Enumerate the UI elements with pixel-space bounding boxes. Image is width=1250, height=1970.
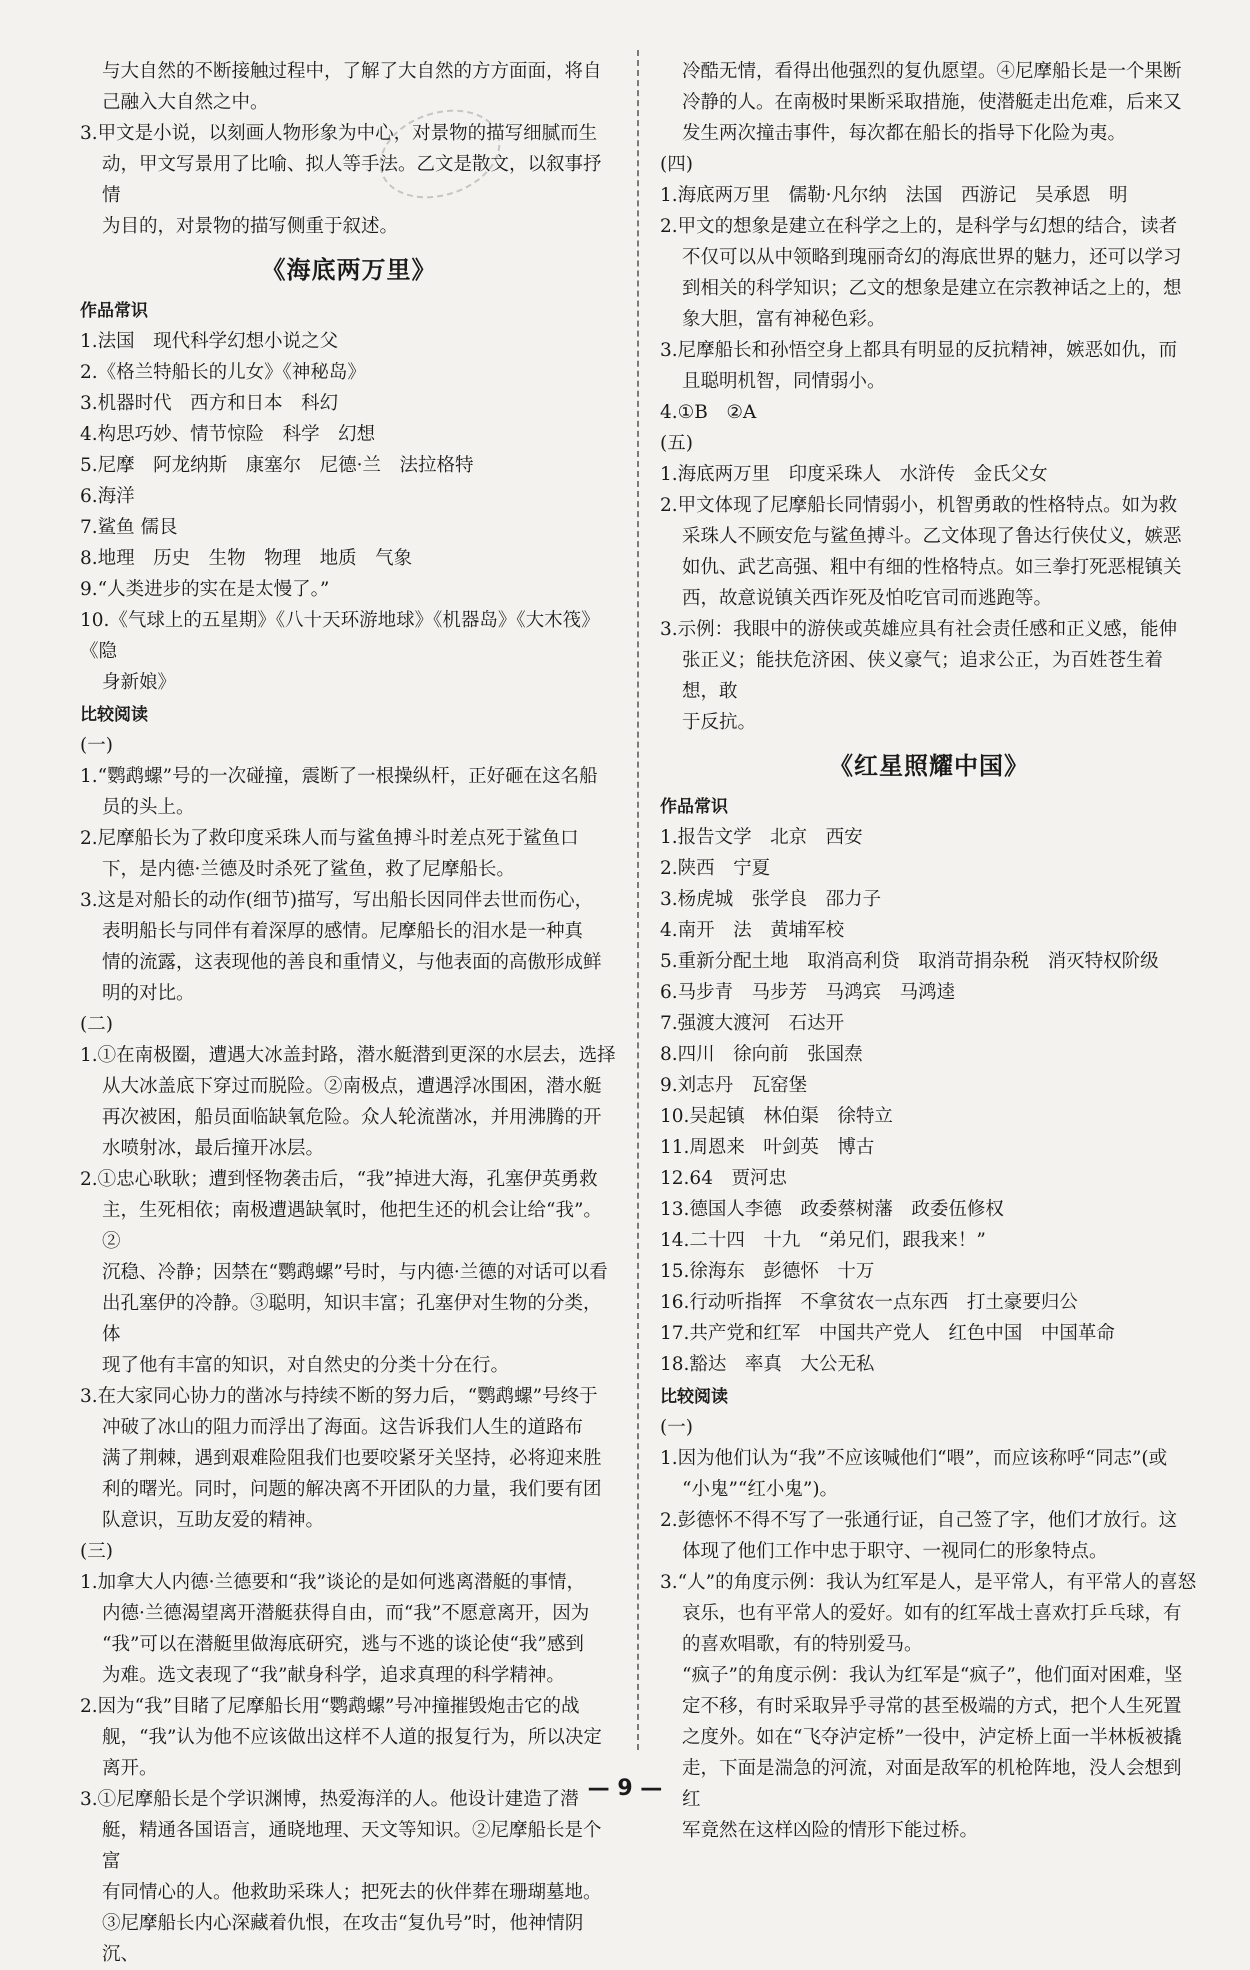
answer-line: 3.尼摩船长和孙悟空身上都具有明显的反抗精神，嫉恶如仇，而 <box>660 340 1178 361</box>
answer-line: 11.周恩来 叶剑英 博古 <box>660 1137 875 1158</box>
answer-line: 与大自然的不断接触过程中，了解了大自然的方方面面，将自 <box>102 61 602 82</box>
answer-line: 满了荆棘，遇到艰难险阻我们也要咬紧牙关坚持，必将迎来胜 <box>102 1448 602 1469</box>
answer-line: 情的流露，这表现他的善良和重情义，与他表面的高傲形成鲜 <box>102 952 602 973</box>
answer-line: 张正义；能扶危济困、侠义豪气；追求公正，为百姓苍生着想，敢 <box>682 650 1164 702</box>
answer-line: ③尼摩船长内心深藏着仇恨，在攻击“复仇号”时，他神情阴沉、 <box>102 1913 584 1965</box>
answer-line: 1.①在南极圈，遭遇大冰盖封路，潜水艇潜到更深的水层去，选择 <box>80 1045 616 1066</box>
answer-line: 下，是内德·兰德及时杀死了鲨鱼，救了尼摩船长。 <box>102 859 515 880</box>
answer-line: 沉稳、冷静；因禁在“鹦鹉螺”号时，与内德·兰德的对话可以看 <box>102 1262 608 1283</box>
answer-line: 出孔塞伊的冷静。③聪明，知识丰富；孔塞伊对生物的分类，体 <box>102 1293 602 1345</box>
answer-line: 动，甲文写景用了比喻、拟人等手法。乙文是散文，以叙事抒情 <box>102 154 602 206</box>
answer-line: 采珠人不顾安危与鲨鱼搏斗。乙文体现了鲁达行侠仗义，嫉恶 <box>682 526 1182 547</box>
answer-line: 内德·兰德渴望离开潜艇获得自由，而“我”不愿意离开，因为 <box>102 1603 590 1624</box>
answer-line: 冷静的人。在南极时果断采取措施，使潜艇走出危难，后来又 <box>682 92 1182 113</box>
answer-line: 3.“人”的角度示例：我认为红军是人，是平常人，有平常人的喜怒 <box>660 1572 1197 1593</box>
answer-line: 12.64 贾河忠 <box>660 1168 787 1189</box>
answer-line: 9.刘志丹 瓦窑堡 <box>660 1075 808 1096</box>
answer-line: 3.机器时代 西方和日本 科幻 <box>80 393 339 414</box>
answer-line: 走，下面是湍急的河流，对面是敌军的机枪阵地，没人会想到红 <box>682 1758 1182 1810</box>
answer-line: 2.甲文体现了尼摩船长同情弱小，机智勇敢的性格特点。如为救 <box>660 495 1178 516</box>
book-title: 《红星照耀中国》 <box>829 751 1029 780</box>
answer-line: 艇，精通各国语言，通晓地理、天文等知识。②尼摩船长是个富 <box>102 1820 602 1872</box>
answer-line: 有同情心的人。他救助采珠人；把死去的伙伴葬在珊瑚墓地。 <box>102 1882 602 1903</box>
answer-line: 离开。 <box>102 1758 158 1779</box>
answer-line: 18.豁达 率真 大公无私 <box>660 1354 875 1375</box>
answer-line: 2.尼摩船长为了救印度采珠人而与鲨鱼搏斗时差点死于鲨鱼口 <box>80 828 579 849</box>
answer-line: 15.徐海东 彭德怀 十万 <box>660 1261 875 1282</box>
answer-line: 2.①忠心耿耿；遭到怪物袭击后，“我”掉进大海，孔塞伊英勇救 <box>80 1169 598 1190</box>
section-heading: 比较阅读 <box>660 1387 728 1407</box>
answer-line: 如仇、武艺高强、粗中有细的性格特点。如三拳打死恶棍镇关 <box>682 557 1182 578</box>
answer-line: 2.彭德怀不得不写了一张通行证，自己签了字，他们才放行。这 <box>660 1510 1178 1531</box>
answer-line: 6.马步青 马步芳 马鸿宾 马鸿逵 <box>660 982 956 1003</box>
answer-line: 发生两次撞击事件，每次都在船长的指导下化险为夷。 <box>682 123 1127 144</box>
answer-line: 6.海洋 <box>80 486 135 507</box>
answer-line: 为难。选文表现了“我”献身科学，追求真理的科学精神。 <box>102 1665 565 1686</box>
answer-line: 4.南开 法 黄埔军校 <box>660 920 845 941</box>
answer-line: 7.强渡大渡河 石达开 <box>660 1013 845 1034</box>
answer-line: 14.二十四 十九 “弟兄们，跟我来！” <box>660 1230 986 1251</box>
section-heading: 作品常识 <box>660 797 728 817</box>
answer-line: 7.鲨鱼 儒艮 <box>80 517 178 538</box>
page-number: — 9 — <box>587 1776 663 1801</box>
answer-line: 定不移，有时采取异乎寻常的甚至极端的方式，把个人生死置 <box>682 1696 1182 1717</box>
subsection-label: (五) <box>660 433 693 454</box>
answer-line: 3.杨虎城 张学良 邵力子 <box>660 889 882 910</box>
answer-line: 17.共产党和红军 中国共产党人 红色中国 中国革命 <box>660 1323 1115 1344</box>
answer-line: 1.因为他们认为“我”不应该喊他们“喂”，而应该称呼“同志”(或 <box>660 1448 1168 1469</box>
answer-line: 体现了他们工作中忠于职守、一视同仁的形象特点。 <box>682 1541 1108 1562</box>
answer-line: 2.陕西 宁夏 <box>660 858 771 879</box>
answer-line: 不仅可以从中领略到瑰丽奇幻的海底世界的魅力，还可以学习 <box>682 247 1182 268</box>
subsection-label: (一) <box>80 735 113 756</box>
answer-line: “疯子”的角度示例：我认为红军是“疯子”，他们面对困难，坚 <box>682 1665 1183 1686</box>
answer-line: 2.甲文的想象是建立在科学之上的，是科学与幻想的结合，读者 <box>660 216 1178 237</box>
answer-line: 从大冰盖底下穿过而脱险。②南极点，遭遇浮冰围困，潜水艇 <box>102 1076 602 1097</box>
answer-line: 10.吴起镇 林伯渠 徐特立 <box>660 1106 893 1127</box>
answer-line: 1.海底两万里 儒勒·凡尔纳 法国 西游记 吴承恩 明 <box>660 185 1128 206</box>
answer-line: 3.甲文是小说，以刻画人物形象为中心，对景物的描写细腻而生 <box>80 123 598 144</box>
answer-line: 现了他有丰富的知识，对自然史的分类十分在行。 <box>102 1355 510 1376</box>
answer-line: 象大胆，富有神秘色彩。 <box>682 309 886 330</box>
right-column <box>660 56 1198 1846</box>
answer-line: 5.尼摩 阿龙纳斯 康塞尔 尼德·兰 法拉格特 <box>80 455 474 476</box>
column-divider <box>637 50 639 1750</box>
answer-line: 1.报告文学 北京 西安 <box>660 827 863 848</box>
subsection-label: (一) <box>660 1417 693 1438</box>
answer-line: 3.①尼摩船长是个学识渊博，热爱海洋的人。他设计建造了潜 <box>80 1789 579 1810</box>
left-column <box>80 56 618 1970</box>
answer-line: 8.地理 历史 生物 物理 地质 气象 <box>80 548 413 569</box>
answer-line: 1.海底两万里 印度采珠人 水浒传 金氏父女 <box>660 464 1048 485</box>
answer-line: “小鬼”“红小鬼”)。 <box>682 1479 839 1500</box>
answer-line: 于反抗。 <box>682 712 757 733</box>
answer-line: 表明船长与同伴有着深厚的感情。尼摩船长的泪水是一种真 <box>102 921 584 942</box>
answer-line: 3.示例：我眼中的游侠或英雄应具有社会责任感和正义感，能伸 <box>660 619 1178 640</box>
answer-line: 到相关的科学知识；乙文的想象是建立在宗教神话之上的，想 <box>682 278 1182 299</box>
answer-line: 5.重新分配土地 取消高利贷 取消苛捐杂税 消灭特权阶级 <box>660 951 1159 972</box>
answer-line: 1.法国 现代科学幻想小说之父 <box>80 331 339 352</box>
answer-line: 队意识，互助友爱的精神。 <box>102 1510 325 1531</box>
answer-line: 明的对比。 <box>102 983 195 1004</box>
answer-line: 且聪明机智，同情弱小。 <box>682 371 886 392</box>
section-heading: 作品常识 <box>80 301 148 321</box>
answer-line: 的喜欢唱歌，有的特别爱马。 <box>682 1634 923 1655</box>
answer-line: 8.四川 徐向前 张国焘 <box>660 1044 863 1065</box>
answer-line: 哀乐，也有平常人的爱好。如有的红军战士喜欢打乒乓球，有 <box>682 1603 1182 1624</box>
subsection-label: (三) <box>80 1541 113 1562</box>
answer-line: 16.行动听指挥 不拿贫农一点东西 打土豪要归公 <box>660 1292 1078 1313</box>
answer-line: 军竟然在这样凶险的情形下能过桥。 <box>682 1820 979 1841</box>
answer-line: 9.“人类进步的实在是太慢了。” <box>80 579 330 600</box>
subsection-label: (二) <box>80 1014 113 1035</box>
answer-line: 4.①B ②A <box>660 402 757 423</box>
answer-line: 3.在大家同心协力的凿冰与持续不断的努力后，“鹦鹉螺”号终于 <box>80 1386 598 1407</box>
answer-line: 为目的，对景物的描写侧重于叙述。 <box>102 216 399 237</box>
answer-line: 冷酷无情，看得出他强烈的复仇愿望。④尼摩船长是一个果断 <box>682 61 1182 82</box>
answer-line: 之度外。如在“飞夺泸定桥”一役中，泸定桥上面一半林板被撬 <box>682 1727 1182 1748</box>
answer-line: 利的曙光。同时，问题的解决离不开团队的力量，我们要有团 <box>102 1479 602 1500</box>
answer-line: 13.德国人李德 政委蔡树藩 政委伍修权 <box>660 1199 1004 1220</box>
section-heading: 比较阅读 <box>80 705 148 725</box>
answer-line: 冲破了冰山的阻力而浮出了海面。这告诉我们人生的道路布 <box>102 1417 584 1438</box>
answer-line: 2.因为“我”目睹了尼摩船长用“鹦鹉螺”号冲撞摧毁炮击它的战 <box>80 1696 580 1717</box>
answer-line: 3.这是对船长的动作(细节)描写，写出船长因同伴去世而伤心， <box>80 890 594 911</box>
answer-line: 员的头上。 <box>102 797 195 818</box>
answer-line: 10.《气球上的五星期》《八十天环游地球》《机器岛》《大木筏》《隐 <box>80 610 600 662</box>
subsection-label: (四) <box>660 154 693 175</box>
answer-line: 1.“鹦鹉螺”号的一次碰撞，震断了一根操纵杆，正好砸在这名船 <box>80 766 598 787</box>
answer-line: 主，生死相依；南极遭遇缺氧时，他把生还的机会让给“我”。② <box>102 1200 602 1252</box>
answer-line: 1.加拿大人内德·兰德要和“我”谈论的是如何逃离潜艇的事情， <box>80 1572 585 1593</box>
answer-line: 再次被困，船员面临缺氧危险。众人轮流凿冰，并用沸腾的开 <box>102 1107 602 1128</box>
answer-line: 4.构思巧妙、情节惊险 科学 幻想 <box>80 424 376 445</box>
answer-line: 己融入大自然之中。 <box>102 92 269 113</box>
answer-line: “我”可以在潜艇里做海底研究，逃与不逃的谈论使“我”感到 <box>102 1634 584 1655</box>
answer-line: 西，故意说镇关西诈死及怕吃官司而逃跑等。 <box>682 588 1053 609</box>
answer-line: 舰，“我”认为他不应该做出这样不人道的报复行为，所以决定 <box>102 1727 602 1748</box>
answer-line: 2.《格兰特船长的儿女》《神秘岛》 <box>80 362 366 383</box>
book-title: 《海底两万里》 <box>261 255 437 284</box>
answer-line: 水喷射冰，最后撞开冰层。 <box>102 1138 325 1159</box>
answer-line: 身新娘》 <box>102 672 177 693</box>
